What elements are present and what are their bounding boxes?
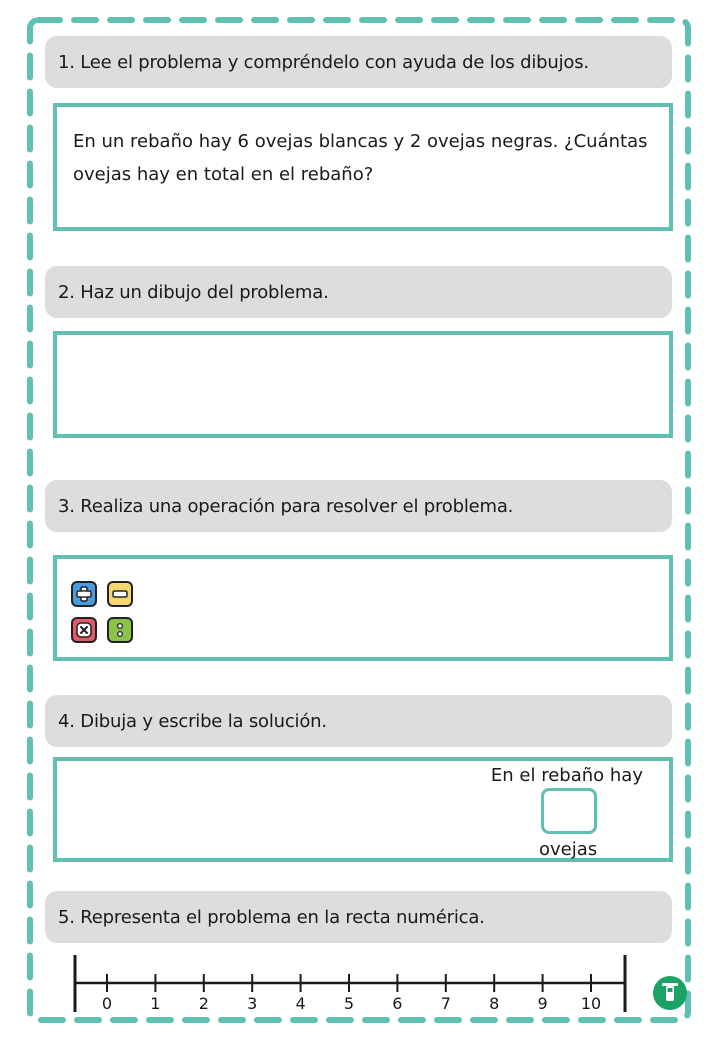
problem-statement: En un rebaño hay 6 ovejas blancas y 2 ovejas negras. ¿Cuántas ovejas hay en total en el rebaño? xyxy=(73,131,648,185)
number-line-tick-label: 8 xyxy=(489,994,500,1013)
number-line-tick-label: 5 xyxy=(343,994,355,1013)
section-4-heading-text: 4. Dibuja y escribe la solución. xyxy=(58,710,327,732)
brand-logo xyxy=(652,975,688,1011)
operation-box[interactable] xyxy=(53,555,673,661)
drawing-box[interactable] xyxy=(53,331,673,438)
number-line-tick-label: 2 xyxy=(198,994,209,1013)
section-2-heading-text: 2. Haz un dibujo del problema. xyxy=(58,281,329,303)
times-icon xyxy=(71,617,97,643)
number-line-tick-label: 6 xyxy=(392,994,403,1013)
number-line-tick-label: 3 xyxy=(247,994,258,1013)
problem-box xyxy=(53,103,673,231)
section-5-heading xyxy=(45,891,672,943)
solution-text-unit: ovejas xyxy=(539,839,598,860)
operation-icons xyxy=(71,581,141,645)
minus-icon xyxy=(107,581,133,607)
plus-icon xyxy=(71,581,97,607)
section-3-heading-text: 3. Realiza una operación para resolver el problema. xyxy=(58,495,514,517)
solution-box[interactable] xyxy=(53,757,673,862)
divide-icon xyxy=(107,617,133,643)
section-4-heading xyxy=(45,695,672,747)
section-3-heading xyxy=(45,480,672,532)
number-line-tick-label: 4 xyxy=(295,994,306,1013)
answer-square[interactable] xyxy=(541,788,597,834)
number-line xyxy=(65,950,635,1016)
number-line-tick-label: 7 xyxy=(440,994,451,1013)
section-5-heading-text: 5. Representa el problema en la recta numérica. xyxy=(58,906,485,928)
number-line-tick-label: 1 xyxy=(150,994,161,1013)
section-1-heading-text: 1. Lee el problema y compréndelo con ayuda de los dibujos. xyxy=(58,51,589,73)
number-line-tick-label: 10 xyxy=(580,994,602,1013)
section-2-heading xyxy=(45,266,672,318)
section-1-heading xyxy=(45,36,672,88)
solution-text-intro: En el rebaño hay xyxy=(490,765,643,786)
number-line-tick-label: 0 xyxy=(101,994,113,1013)
number-line-tick-label: 9 xyxy=(537,994,548,1013)
